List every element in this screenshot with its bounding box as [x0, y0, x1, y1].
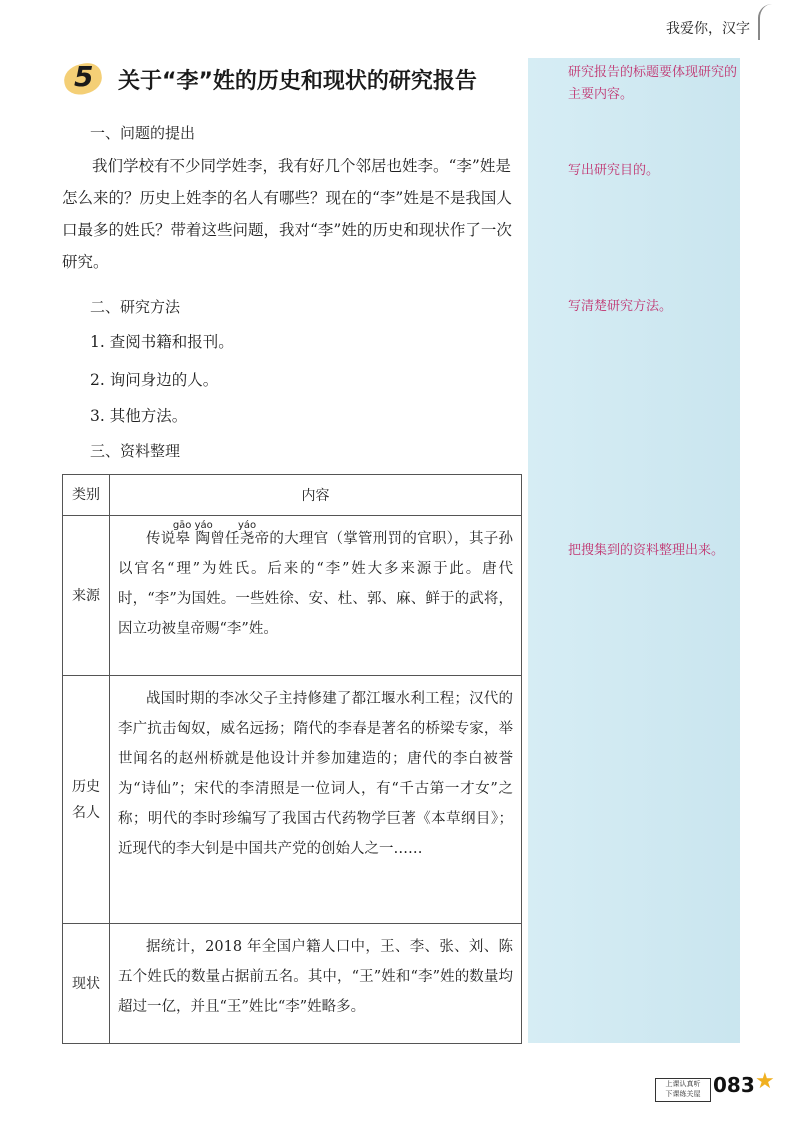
- table-header-category: 类别: [63, 475, 110, 516]
- ruby-annotation: [172, 520, 213, 547]
- table-cell-content: 据统计，2018 年全国户籍人口中，王、李、张、刘、陈五个姓氏的数量占据前五名。其中，“王”姓和“李”姓的数量均超过一亿，并且“王”姓比“李”姓略多。: [110, 924, 522, 1044]
- section-1-paragraph: 我们学校有不少同学姓李，我有好几个邻居也姓李。“李”姓是怎么来的？历史上姓李的名人有哪些？现在的“李”姓是不是我国人口最多的姓氏？带着这些问题，我对“李”姓的历史和现状作了一次研究。: [62, 157, 512, 271]
- table-cell-category: 来源: [63, 516, 110, 676]
- ruby-base: 尧: [238, 531, 257, 547]
- table-row: [63, 676, 522, 924]
- section-heading-2: 二、研究方法: [90, 298, 181, 316]
- table-cell-content: 战国时期的李冰父子主持修建了都江堰水利工程；汉代的李广抗击匈奴，威名远扬；隋代的李春是著名的桥梁专家，举世闻名的赵州桥就是他设计并参加建造的；唐代的李白被誉为“诗仙”；宋代的李清照是一位词人，有“千古第一才女”之称；明代的李时珍编写了我国古代药物学巨著《本草纲目》；近现代的李大钊是中国共产党的创始人之一……: [110, 676, 522, 924]
- slogan-line: 上课认真听: [665, 1080, 701, 1088]
- category-label: 历史名人: [72, 778, 100, 821]
- lesson-number: 5: [74, 60, 94, 93]
- ruby-pinyin: gāo yáo: [172, 520, 213, 531]
- text-run: 帝的大理官（掌管刑罚的官职），其子孙以官名“理”为姓氏。后来的“李”姓大多来源于此。唐代时，“李”为国姓。一些姓徐、安、杜、郭、麻、鲜于的武将，因立功被皇帝赐“李”姓。: [118, 531, 513, 637]
- table-row: [63, 516, 522, 676]
- side-note: 写出研究目的。: [568, 163, 660, 178]
- data-table: [62, 474, 522, 1044]
- header-title: 我爱你，汉字: [666, 21, 750, 37]
- ruby-pinyin: yáo: [238, 520, 257, 531]
- section-heading-1: 一、问题的提出: [90, 124, 196, 142]
- table-header-row: [63, 475, 522, 516]
- section-heading-3: 三、资料整理: [90, 442, 181, 460]
- ruby-annotation: [238, 520, 257, 547]
- table-row: [63, 924, 522, 1044]
- method-item: 3. 其他方法。: [90, 407, 188, 425]
- table-cell-category: [63, 676, 110, 924]
- header-corner-mark: [758, 4, 774, 40]
- lesson-number-badge: [62, 60, 108, 98]
- side-note: 研究报告的标题要体现研究的主要内容。: [568, 65, 738, 102]
- page-number: 083: [713, 1073, 755, 1097]
- ruby-base: 皋陶: [172, 531, 213, 547]
- text-run: 传说: [146, 531, 176, 547]
- slogan-box: [655, 1078, 711, 1102]
- method-item: 2. 询问身边的人。: [90, 371, 219, 389]
- star-icon: ★: [755, 1069, 775, 1094]
- method-item: 1. 查阅书籍和报刊。: [90, 333, 234, 351]
- table-header-content: 内容: [110, 475, 522, 516]
- side-note: 把搜集到的资料整理出来。: [568, 543, 725, 558]
- table-cell-category: 现状: [63, 924, 110, 1044]
- side-note: 写清楚研究方法。: [568, 299, 673, 314]
- slogan-line: 下课练关屋: [665, 1090, 701, 1098]
- title-text: 关于“李”姓的历史和现状的研究报告: [118, 69, 477, 94]
- table-cell-content: [110, 516, 522, 676]
- text-run: 曾任: [210, 531, 240, 547]
